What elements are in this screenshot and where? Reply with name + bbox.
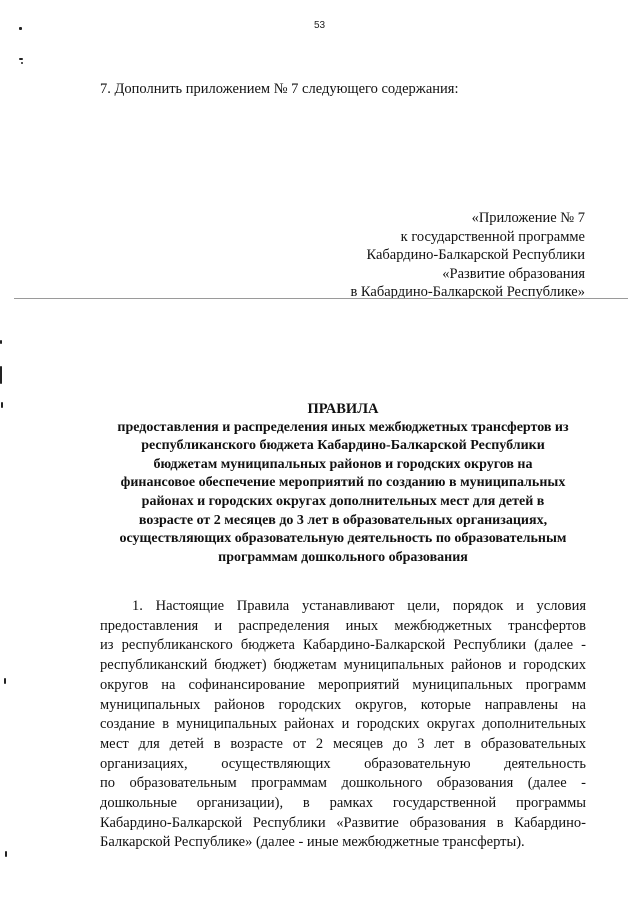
paragraph-line: организациях, осуществляющих образовательную деятельность bbox=[100, 755, 586, 772]
appendix-header bbox=[265, 209, 585, 302]
paragraph-line: мест для детей в возрасте от 2 месяцев до 3 лет в образовательных bbox=[100, 735, 586, 752]
scan-speck bbox=[0, 366, 2, 384]
rules-heading: ПРАВИЛА bbox=[307, 401, 379, 417]
paragraph-line: по образовательным программам дошкольного образования (далее - bbox=[100, 775, 586, 792]
appendix-line: к государственной программе bbox=[400, 228, 585, 245]
horizontal-divider bbox=[14, 298, 628, 299]
rules-title-line: программам дошкольного образования bbox=[218, 549, 468, 565]
scan-speck bbox=[5, 851, 7, 857]
scan-speck bbox=[19, 58, 23, 60]
paragraph-line: из республиканского бюджета Кабардино-Балкарской Республики (далее - bbox=[100, 637, 586, 654]
amendment-item-7: 7. Дополнить приложением № 7 следующего содержания: bbox=[100, 81, 459, 97]
scan-speck bbox=[4, 678, 6, 684]
appendix-line: Кабардино-Балкарской Республики bbox=[366, 247, 585, 263]
appendix-line: «Развитие образования bbox=[442, 265, 585, 282]
scan-speck bbox=[21, 62, 23, 64]
paragraph-line: 1. Настоящие Правила устанавливают цели, порядок и условия bbox=[132, 598, 586, 614]
rules-title-line: финансовое обеспечение мероприятий по созданию в муниципальных bbox=[120, 475, 566, 491]
appendix-line: в Кабардино-Балкарской Республике» bbox=[350, 284, 585, 300]
rules-title-line: республиканского бюджета Кабардино-Балкарской Республики bbox=[141, 438, 545, 454]
paragraph-1 bbox=[100, 597, 586, 853]
rules-title bbox=[100, 400, 586, 567]
scan-speck bbox=[19, 27, 22, 30]
appendix-line: «Приложение № 7 bbox=[471, 210, 585, 226]
paragraph-line: республиканский бюджет) бюджетам муниципальных районов и городских bbox=[100, 657, 586, 674]
paragraph-line: округов на софинансирование мероприятий муниципальных программ bbox=[100, 676, 586, 693]
rules-title-line: районах и городских округах дополнительных мест для детей в bbox=[141, 493, 545, 509]
paragraph-line: создание в муниципальных районах и городских округах дополнительных bbox=[100, 716, 586, 733]
scan-speck bbox=[0, 340, 2, 344]
rules-title-line: возрасте от 2 месяцев до 3 лет в образовательных организациях, bbox=[138, 512, 548, 528]
paragraph-line: Балкарской Республике» (далее - иные межбюджетные трансферты). bbox=[100, 834, 525, 851]
rules-title-line: бюджетам муниципальных районов и городских округов на bbox=[153, 456, 533, 472]
paragraph-line: Кабардино-Балкарской Республики «Развитие образования в Кабардино- bbox=[100, 814, 586, 831]
paragraph-line: муниципальных районов городских округов, которые направлены на bbox=[100, 696, 586, 713]
scan-speck bbox=[1, 402, 3, 408]
paragraph-line: дошкольные организации), в рамках государственной программы bbox=[100, 795, 586, 812]
rules-title-line: осуществляющих образовательную деятельность по образовательным bbox=[119, 531, 567, 547]
rules-title-line: предоставления и распределения иных межбюджетных трансфертов из bbox=[117, 419, 569, 435]
page-number: 53 bbox=[313, 20, 326, 31]
paragraph-line: предоставления и распределения иных межбюджетных трансфертов bbox=[100, 617, 586, 634]
